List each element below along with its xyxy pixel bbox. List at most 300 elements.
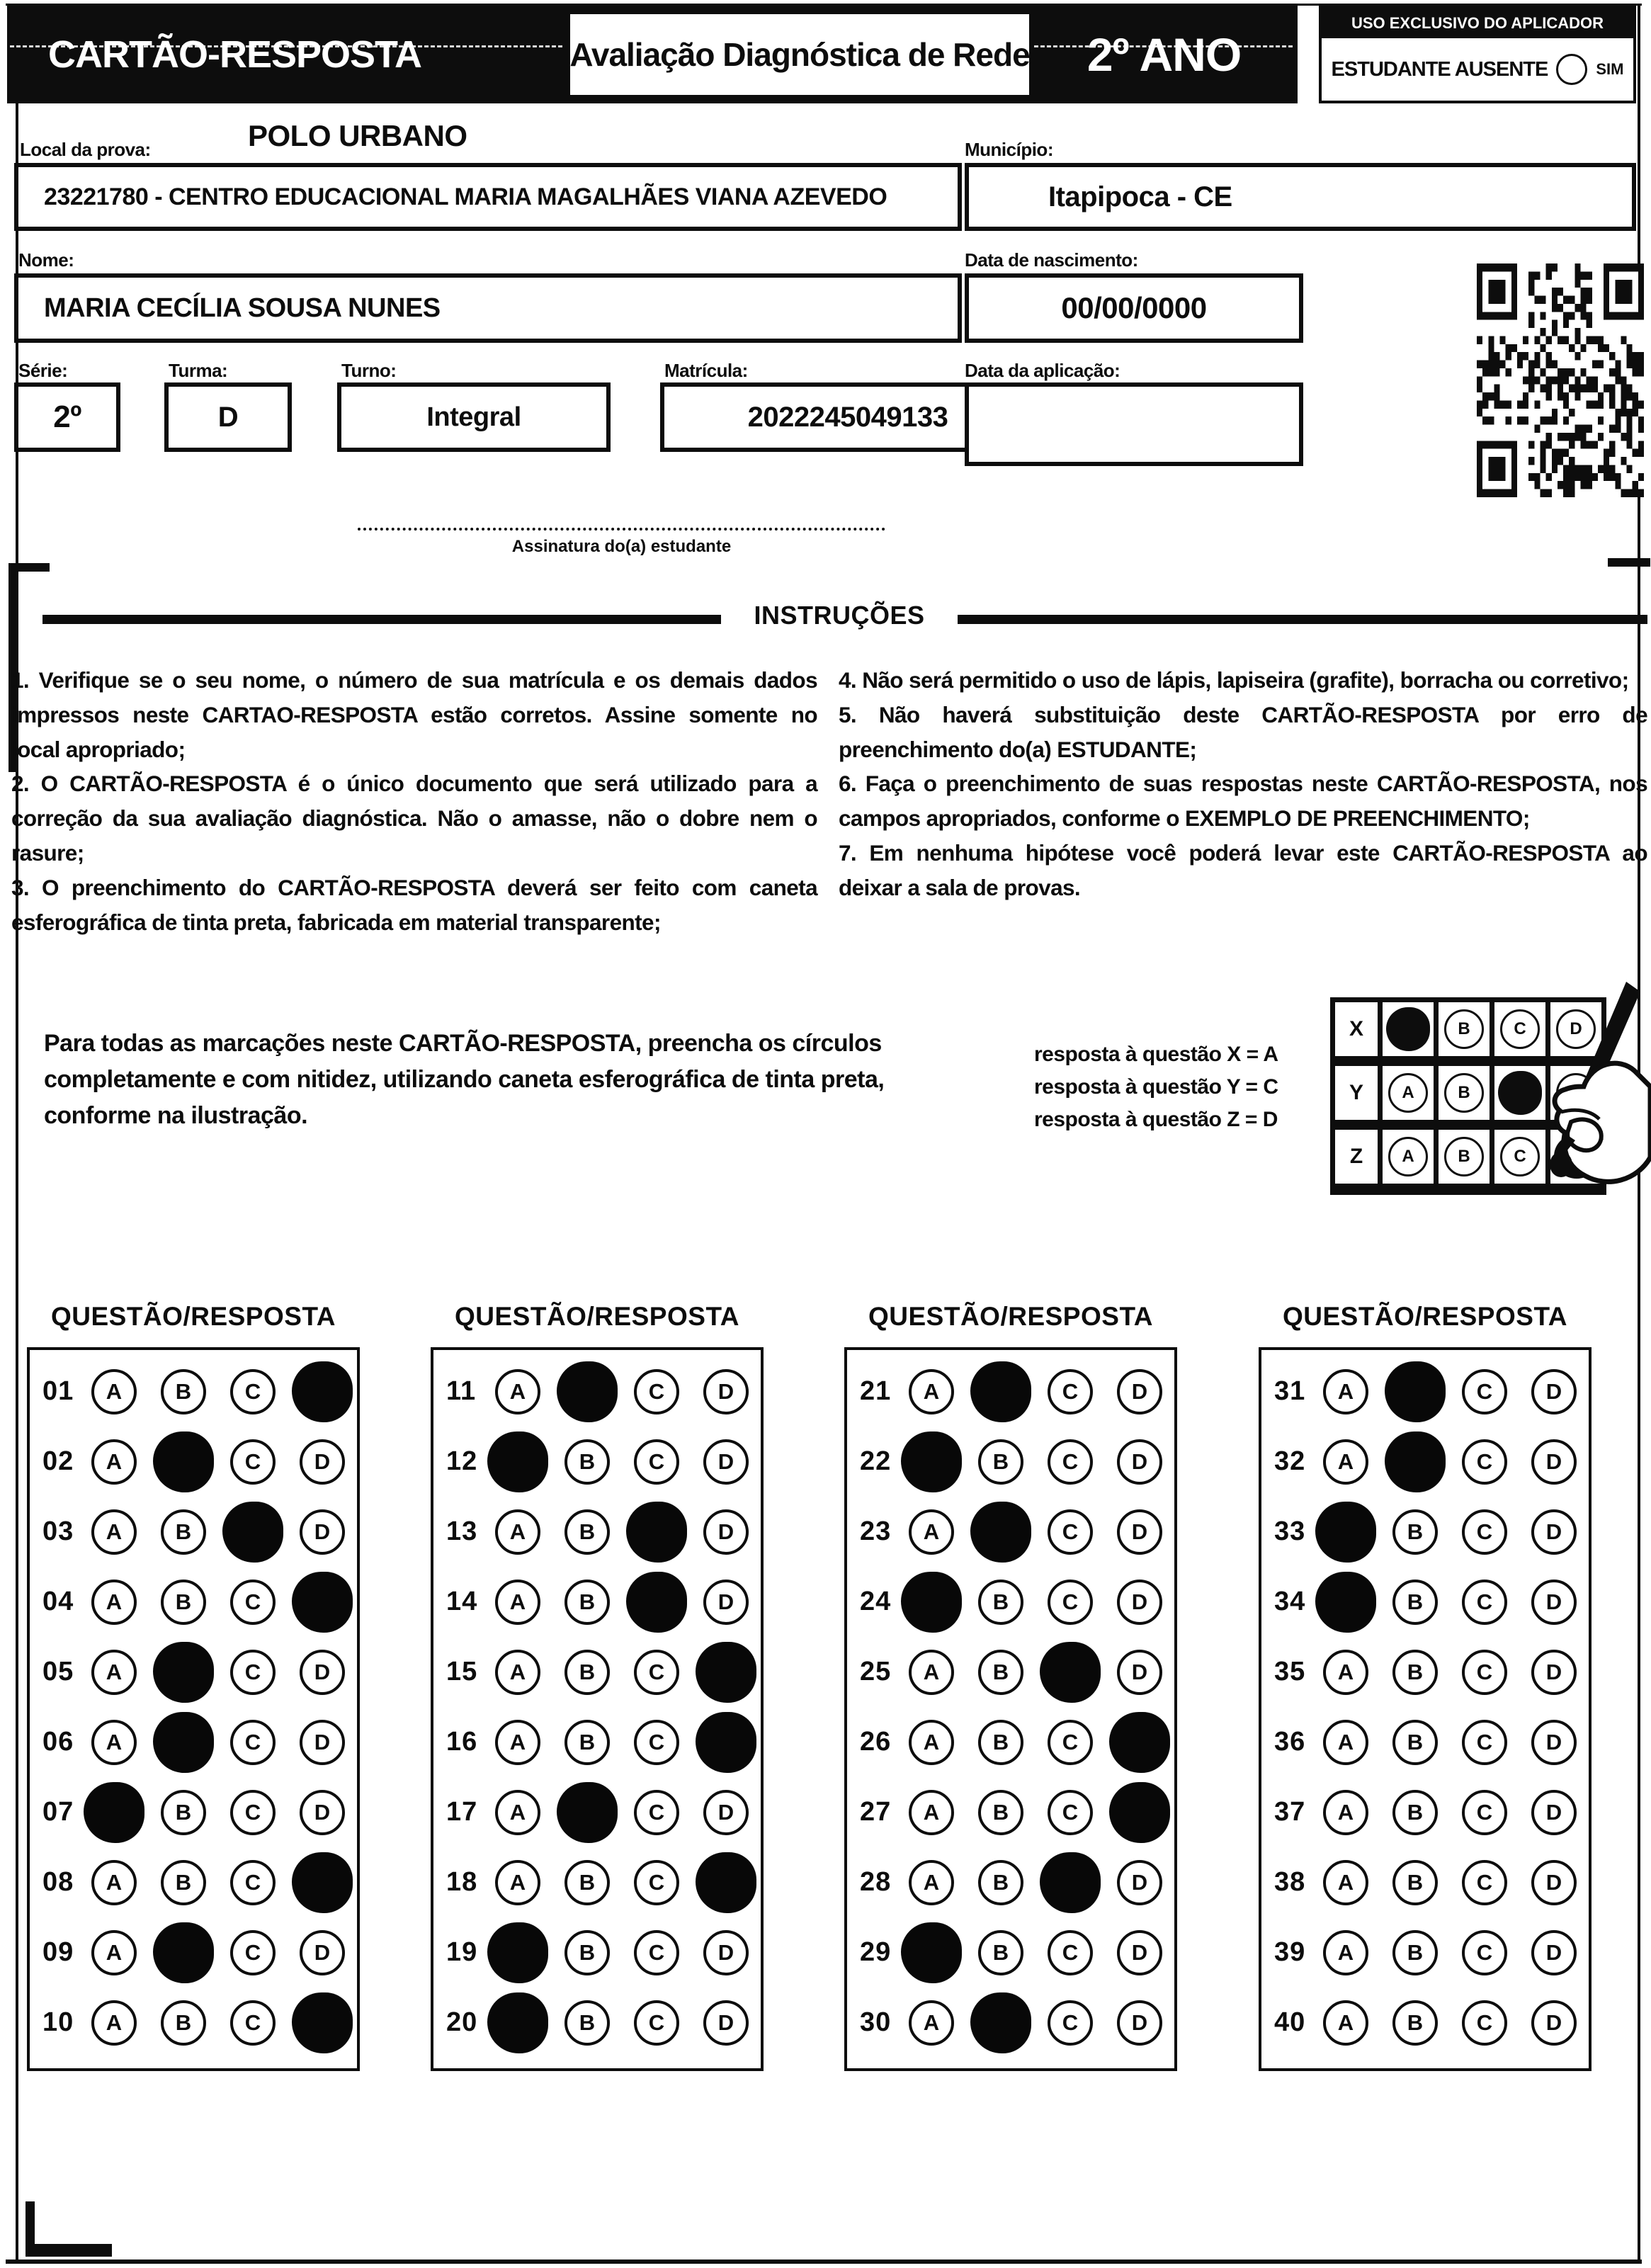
bubble-21-B-marked[interactable] bbox=[970, 1361, 1031, 1422]
question-number: 40 bbox=[1274, 2007, 1306, 2037]
bubble-27-B[interactable]: B bbox=[978, 1790, 1023, 1835]
bubble-11-C[interactable]: C bbox=[634, 1369, 679, 1414]
example-bubble-Y-A: A bbox=[1388, 1073, 1428, 1113]
question-row-26 bbox=[847, 1707, 1174, 1777]
bubble-11-D[interactable]: D bbox=[703, 1369, 749, 1414]
bubble-19-C[interactable]: C bbox=[634, 1930, 679, 1975]
fill-note: Para todas as marcações neste CARTÃO-RESPOSTA, preencha os círculos completamente e com nitidez, utilizando caneta esferográfica de tinta preta, conforme na ilustração. bbox=[44, 1030, 885, 1129]
bubble-09-B-marked[interactable] bbox=[153, 1922, 214, 1983]
bubble-23-D[interactable]: D bbox=[1117, 1509, 1162, 1555]
question-row-19 bbox=[433, 1917, 761, 1988]
bubble-15-D-marked[interactable] bbox=[696, 1642, 756, 1703]
example-bubble-Z-B: B bbox=[1444, 1137, 1484, 1176]
answer-panel-11-20 bbox=[431, 1347, 764, 2071]
bubble-33-B[interactable]: B bbox=[1392, 1509, 1438, 1555]
question-row-14 bbox=[433, 1567, 761, 1637]
question-number: 22 bbox=[860, 1446, 892, 1476]
question-number: 02 bbox=[42, 1446, 74, 1476]
bubble-18-D-marked[interactable] bbox=[696, 1852, 756, 1913]
instruction-item: 2. O CARTÃO-RESPOSTA é o único documento que será utilizado para a correção da sua avaliação diagnóstica. Não o amasse, não o dobre nem o rasure; bbox=[11, 771, 817, 866]
instructions-right-column bbox=[839, 663, 1647, 905]
panel-header: QUESTÃO/RESPOSTA bbox=[50, 1302, 336, 1331]
bubble-28-C-marked[interactable] bbox=[1040, 1852, 1101, 1913]
bubble-31-D[interactable]: D bbox=[1531, 1369, 1577, 1414]
bubble-03-D[interactable]: D bbox=[300, 1509, 345, 1555]
bubble-15-C[interactable]: C bbox=[634, 1650, 679, 1695]
bubble-28-B[interactable]: B bbox=[978, 1860, 1023, 1905]
question-number: 13 bbox=[446, 1516, 478, 1546]
serie-value: 2º bbox=[53, 399, 81, 434]
question-row-11 bbox=[433, 1356, 761, 1427]
question-number: 39 bbox=[1274, 1937, 1306, 1967]
registration-mark bbox=[25, 2244, 112, 2257]
bubble-08-D-marked[interactable] bbox=[292, 1852, 353, 1913]
question-row-05 bbox=[30, 1637, 357, 1707]
question-number: 29 bbox=[860, 1937, 892, 1967]
example-answer-key bbox=[1034, 1043, 1278, 1140]
bubble-17-A[interactable]: A bbox=[495, 1790, 540, 1835]
bubble-15-A[interactable]: A bbox=[495, 1650, 540, 1695]
bubble-29-A-marked[interactable] bbox=[901, 1922, 962, 1983]
bubble-26-C[interactable]: C bbox=[1048, 1720, 1093, 1765]
turma-field bbox=[164, 382, 292, 452]
grade-badge: 2º ANO bbox=[1087, 28, 1242, 81]
absent-sim-bubble[interactable] bbox=[1556, 54, 1587, 85]
instruction-item: 7. Em nenhuma hipótese você poderá levar este CARTÃO-RESPOSTA ao deixar a sala de provas. bbox=[839, 840, 1647, 900]
bubble-38-C[interactable]: C bbox=[1462, 1860, 1507, 1905]
bubble-38-A[interactable]: A bbox=[1323, 1860, 1368, 1905]
question-row-31 bbox=[1261, 1356, 1589, 1427]
bubble-08-A[interactable]: A bbox=[91, 1860, 137, 1905]
bubble-19-A-marked[interactable] bbox=[487, 1922, 548, 1983]
bubble-37-D[interactable]: D bbox=[1531, 1790, 1577, 1835]
bubble-26-B[interactable]: B bbox=[978, 1720, 1023, 1765]
bubble-12-A-marked[interactable] bbox=[487, 1431, 548, 1492]
question-number: 26 bbox=[860, 1727, 892, 1757]
question-number: 24 bbox=[860, 1587, 892, 1616]
bubble-17-B-marked[interactable] bbox=[557, 1782, 618, 1843]
bubble-16-C[interactable]: C bbox=[634, 1720, 679, 1765]
bubble-13-D[interactable]: D bbox=[703, 1509, 749, 1555]
question-number: 38 bbox=[1274, 1867, 1306, 1897]
matricula-label: Matrícula: bbox=[664, 360, 748, 381]
bubble-31-C[interactable]: C bbox=[1462, 1369, 1507, 1414]
signature-caption: Assinatura do(a) estudante bbox=[511, 537, 732, 556]
bubble-30-B-marked[interactable] bbox=[970, 1992, 1031, 2053]
bubble-38-D[interactable]: D bbox=[1531, 1860, 1577, 1905]
bubble-05-B-marked[interactable] bbox=[153, 1642, 214, 1703]
bubble-06-D[interactable]: D bbox=[300, 1720, 345, 1765]
absent-sim-label: SIM bbox=[1596, 60, 1624, 78]
bubble-34-D[interactable]: D bbox=[1531, 1580, 1577, 1625]
question-row-06 bbox=[30, 1707, 357, 1777]
bubble-39-A[interactable]: A bbox=[1323, 1930, 1368, 1975]
bubble-36-D[interactable]: D bbox=[1531, 1720, 1577, 1765]
bubble-20-A-marked[interactable] bbox=[487, 1992, 548, 2053]
example-bubble-X-C: C bbox=[1500, 1009, 1540, 1049]
question-number: 09 bbox=[42, 1937, 74, 1967]
bubble-17-D[interactable]: D bbox=[703, 1790, 749, 1835]
question-row-08 bbox=[30, 1847, 357, 1917]
bubble-33-A-marked[interactable] bbox=[1315, 1502, 1376, 1563]
bubble-17-C[interactable]: C bbox=[634, 1790, 679, 1835]
bubble-01-B[interactable]: B bbox=[161, 1369, 206, 1414]
bubble-03-A[interactable]: A bbox=[91, 1509, 137, 1555]
thumb-shape bbox=[1567, 1119, 1601, 1150]
question-row-29 bbox=[847, 1917, 1174, 1988]
municipio-value: Itapipoca - CE bbox=[1048, 181, 1232, 212]
bubble-29-D[interactable]: D bbox=[1117, 1930, 1162, 1975]
question-number: 35 bbox=[1274, 1657, 1306, 1686]
question-number: 31 bbox=[1274, 1376, 1306, 1406]
nome-value: MARIA CECÍLIA SOUSA NUNES bbox=[44, 293, 441, 323]
bubble-36-A[interactable]: A bbox=[1323, 1720, 1368, 1765]
aplicacao-label: Data da aplicação: bbox=[965, 360, 1120, 381]
bubble-19-D[interactable]: D bbox=[703, 1930, 749, 1975]
bubble-12-B[interactable]: B bbox=[564, 1439, 610, 1485]
question-number: 33 bbox=[1274, 1516, 1306, 1546]
question-number: 32 bbox=[1274, 1446, 1306, 1476]
bubble-32-B-marked[interactable] bbox=[1385, 1431, 1446, 1492]
bubble-09-A[interactable]: A bbox=[91, 1930, 137, 1975]
question-number: 18 bbox=[446, 1867, 478, 1897]
bubble-04-A[interactable]: A bbox=[91, 1580, 137, 1625]
example-bubble-X-A-marked bbox=[1386, 1007, 1430, 1051]
panel-header: QUESTÃO/RESPOSTA bbox=[868, 1302, 1154, 1331]
bubble-10-A[interactable]: A bbox=[91, 2000, 137, 2046]
bubble-32-A[interactable]: A bbox=[1323, 1439, 1368, 1485]
question-number: 37 bbox=[1274, 1797, 1306, 1827]
bubble-01-D-marked[interactable] bbox=[292, 1361, 353, 1422]
question-row-21 bbox=[847, 1356, 1174, 1427]
bubble-39-D[interactable]: D bbox=[1531, 1930, 1577, 1975]
bubble-02-C[interactable]: C bbox=[230, 1439, 276, 1485]
bubble-05-A[interactable]: A bbox=[91, 1650, 137, 1695]
bubble-37-B[interactable]: B bbox=[1392, 1790, 1438, 1835]
signature-line[interactable] bbox=[358, 528, 885, 531]
bubble-40-D[interactable]: D bbox=[1531, 2000, 1577, 2046]
bubble-35-A[interactable]: A bbox=[1323, 1650, 1368, 1695]
bubble-15-B[interactable]: B bbox=[564, 1650, 610, 1695]
bubble-33-C[interactable]: C bbox=[1462, 1509, 1507, 1555]
bubble-02-D[interactable]: D bbox=[300, 1439, 345, 1485]
bubble-29-B[interactable]: B bbox=[978, 1930, 1023, 1975]
bubble-07-C[interactable]: C bbox=[230, 1790, 276, 1835]
nascimento-field bbox=[965, 273, 1303, 343]
bubble-25-D[interactable]: D bbox=[1117, 1650, 1162, 1695]
question-row-20 bbox=[433, 1988, 761, 2058]
bubble-26-A[interactable]: A bbox=[909, 1720, 954, 1765]
bubble-03-C-marked[interactable] bbox=[222, 1502, 283, 1563]
bubble-14-C-marked[interactable] bbox=[626, 1572, 687, 1633]
bubble-24-A-marked[interactable] bbox=[901, 1572, 962, 1633]
question-number: 10 bbox=[42, 2007, 74, 2037]
bubble-26-D-marked[interactable] bbox=[1109, 1712, 1170, 1773]
header-subtitle-box bbox=[570, 14, 1029, 95]
bubble-28-A[interactable]: A bbox=[909, 1860, 954, 1905]
question-number: 17 bbox=[446, 1797, 478, 1827]
instructions-rule-right bbox=[958, 615, 1647, 624]
bubble-06-C[interactable]: C bbox=[230, 1720, 276, 1765]
bubble-05-D[interactable]: D bbox=[300, 1650, 345, 1695]
turma-value: D bbox=[217, 401, 239, 433]
question-number: 03 bbox=[42, 1516, 74, 1546]
question-row-13 bbox=[433, 1497, 761, 1567]
bubble-10-D-marked[interactable] bbox=[292, 1992, 353, 2053]
instruction-item: 4. Não será permitido o uso de lápis, lapiseira (grafite), borracha ou corretivo; bbox=[839, 667, 1629, 693]
answer-panel-21-30 bbox=[844, 1347, 1177, 2071]
nascimento-label: Data de nascimento: bbox=[965, 249, 1138, 271]
bubble-31-B-marked[interactable] bbox=[1385, 1361, 1446, 1422]
question-number: 20 bbox=[446, 2007, 478, 2037]
page-border-left bbox=[16, 6, 18, 2262]
bubble-04-C[interactable]: C bbox=[230, 1580, 276, 1625]
page-border-bottom bbox=[6, 2260, 1642, 2264]
bubble-20-C[interactable]: C bbox=[634, 2000, 679, 2046]
bubble-01-C[interactable]: C bbox=[230, 1369, 276, 1414]
bubble-22-B[interactable]: B bbox=[978, 1439, 1023, 1485]
bubble-40-B[interactable]: B bbox=[1392, 2000, 1438, 2046]
question-number: 34 bbox=[1274, 1587, 1306, 1616]
example-bubble-Z-A: A bbox=[1388, 1137, 1428, 1176]
bubble-02-B-marked[interactable] bbox=[153, 1431, 214, 1492]
question-row-17 bbox=[433, 1777, 761, 1847]
question-row-02 bbox=[30, 1427, 357, 1497]
bubble-39-C[interactable]: C bbox=[1462, 1930, 1507, 1975]
bubble-18-C[interactable]: C bbox=[634, 1860, 679, 1905]
question-row-16 bbox=[433, 1707, 761, 1777]
question-number: 21 bbox=[860, 1376, 892, 1406]
fold-line bbox=[10, 45, 562, 47]
question-row-24 bbox=[847, 1567, 1174, 1637]
bubble-05-C[interactable]: C bbox=[230, 1650, 276, 1695]
bubble-24-C[interactable]: C bbox=[1048, 1580, 1093, 1625]
answer-panel-31-40 bbox=[1259, 1347, 1592, 2071]
bubble-39-B[interactable]: B bbox=[1392, 1930, 1438, 1975]
bubble-30-A[interactable]: A bbox=[909, 2000, 954, 2046]
question-row-04 bbox=[30, 1567, 357, 1637]
bubble-16-B[interactable]: B bbox=[564, 1720, 610, 1765]
municipio-label: Município: bbox=[965, 139, 1053, 160]
instruction-item: 6. Faça o preenchimento de suas respostas neste CARTÃO-RESPOSTA, nos campos apropriados, conforme o EXEMPLO DE PREENCHIMENTO; bbox=[839, 771, 1647, 832]
bubble-07-B[interactable]: B bbox=[161, 1790, 206, 1835]
bubble-25-A[interactable]: A bbox=[909, 1650, 954, 1695]
example-line: resposta à questão Z = D bbox=[1034, 1108, 1278, 1131]
bubble-02-A[interactable]: A bbox=[91, 1439, 137, 1485]
bubble-23-B-marked[interactable] bbox=[970, 1502, 1031, 1563]
question-row-28 bbox=[847, 1847, 1174, 1917]
bubble-03-B[interactable]: B bbox=[161, 1509, 206, 1555]
instruction-item: 1. Verifique se o seu nome, o número de sua matrícula e os demais dados impressos neste CARTAO-RESPOSTA estão corretos. Assine somente no local apropriado; bbox=[11, 667, 817, 762]
bubble-28-D[interactable]: D bbox=[1117, 1860, 1162, 1905]
bubble-27-A[interactable]: A bbox=[909, 1790, 954, 1835]
example-line: resposta à questão Y = C bbox=[1034, 1075, 1278, 1099]
matricula-value: 2022245049133 bbox=[747, 401, 948, 433]
bubble-08-B[interactable]: B bbox=[161, 1860, 206, 1905]
bubble-36-C[interactable]: C bbox=[1462, 1720, 1507, 1765]
question-number: 04 bbox=[42, 1587, 74, 1616]
school-value: 23221780 - CENTRO EDUCACIONAL MARIA MAGALHÃES VIANA AZEVEDO bbox=[44, 183, 887, 210]
question-row-38 bbox=[1261, 1847, 1589, 1917]
bubble-23-A[interactable]: A bbox=[909, 1509, 954, 1555]
question-number: 16 bbox=[446, 1727, 478, 1757]
bubble-21-A[interactable]: A bbox=[909, 1369, 954, 1414]
bubble-12-D[interactable]: D bbox=[703, 1439, 749, 1485]
bubble-40-C[interactable]: C bbox=[1462, 2000, 1507, 2046]
bubble-04-B[interactable]: B bbox=[161, 1580, 206, 1625]
instruction-item: 3. O preenchimento do CARTÃO-RESPOSTA deverá ser feito com caneta esferográfica de tinta preta, fabricada em material transparente; bbox=[11, 874, 817, 935]
bubble-22-A-marked[interactable] bbox=[901, 1431, 962, 1492]
question-row-34 bbox=[1261, 1567, 1589, 1637]
question-row-12 bbox=[433, 1427, 761, 1497]
bubble-07-A-marked[interactable] bbox=[84, 1782, 144, 1843]
example-bubble-X-D: D bbox=[1556, 1009, 1596, 1049]
question-number: 30 bbox=[860, 2007, 892, 2037]
bubble-09-C[interactable]: C bbox=[230, 1930, 276, 1975]
bubble-20-B[interactable]: B bbox=[564, 2000, 610, 2046]
bubble-11-A[interactable]: A bbox=[495, 1369, 540, 1414]
question-number: 12 bbox=[446, 1446, 478, 1476]
example-bubble-X-B: B bbox=[1444, 1009, 1484, 1049]
bubble-04-D-marked[interactable] bbox=[292, 1572, 353, 1633]
bubble-36-B[interactable]: B bbox=[1392, 1720, 1438, 1765]
question-row-09 bbox=[30, 1917, 357, 1988]
instructions-heading: INSTRUÇÕES bbox=[754, 601, 925, 630]
serie-field bbox=[14, 382, 120, 452]
answer-panel-01-10 bbox=[27, 1347, 360, 2071]
bubble-01-A[interactable]: A bbox=[91, 1369, 137, 1414]
bubble-10-C[interactable]: C bbox=[230, 2000, 276, 2046]
bubble-14-D[interactable]: D bbox=[703, 1580, 749, 1625]
question-number: 07 bbox=[42, 1797, 74, 1827]
bubble-31-A[interactable]: A bbox=[1323, 1369, 1368, 1414]
question-row-27 bbox=[847, 1777, 1174, 1847]
example-row-label-Y: Y bbox=[1335, 1066, 1378, 1120]
bubble-38-B[interactable]: B bbox=[1392, 1860, 1438, 1905]
bubble-13-B[interactable]: B bbox=[564, 1509, 610, 1555]
question-row-25 bbox=[847, 1637, 1174, 1707]
instruction-item: 5. Não haverá substituição deste CARTÃO-RESPOSTA por erro de preenchimento do(a) ESTUDANTE; bbox=[839, 701, 1647, 762]
bubble-32-D[interactable]: D bbox=[1531, 1439, 1577, 1485]
bubble-40-A[interactable]: A bbox=[1323, 2000, 1368, 2046]
bubble-09-D[interactable]: D bbox=[300, 1930, 345, 1975]
bubble-14-A[interactable]: A bbox=[495, 1580, 540, 1625]
applicator-box bbox=[1319, 6, 1636, 103]
bubble-27-D-marked[interactable] bbox=[1109, 1782, 1170, 1843]
example-row-label-Z: Z bbox=[1335, 1130, 1378, 1184]
bubble-23-C[interactable]: C bbox=[1048, 1509, 1093, 1555]
question-number: 23 bbox=[860, 1516, 892, 1546]
bubble-08-C[interactable]: C bbox=[230, 1860, 276, 1905]
bubble-33-D[interactable]: D bbox=[1531, 1509, 1577, 1555]
nome-label: Nome: bbox=[18, 249, 74, 271]
instructions-rule-left bbox=[42, 615, 721, 624]
bubble-14-B[interactable]: B bbox=[564, 1580, 610, 1625]
bubble-12-C[interactable]: C bbox=[634, 1439, 679, 1485]
question-number: 25 bbox=[860, 1657, 892, 1686]
bubble-35-D[interactable]: D bbox=[1531, 1650, 1577, 1695]
bubble-22-D[interactable]: D bbox=[1117, 1439, 1162, 1485]
bubble-24-D[interactable]: D bbox=[1117, 1580, 1162, 1625]
bubble-27-C[interactable]: C bbox=[1048, 1790, 1093, 1835]
local-da-prova-value: POLO URBANO bbox=[248, 119, 467, 152]
bubble-21-D[interactable]: D bbox=[1117, 1369, 1162, 1414]
bubble-34-C[interactable]: C bbox=[1462, 1580, 1507, 1625]
municipio-field bbox=[965, 163, 1636, 231]
bubble-35-C[interactable]: C bbox=[1462, 1650, 1507, 1695]
panel-header: QUESTÃO/RESPOSTA bbox=[1282, 1302, 1568, 1331]
question-number: 14 bbox=[446, 1587, 478, 1616]
question-row-30 bbox=[847, 1988, 1174, 2058]
bubble-10-B[interactable]: B bbox=[161, 2000, 206, 2046]
bubble-06-B-marked[interactable] bbox=[153, 1712, 214, 1773]
nome-field bbox=[14, 273, 962, 343]
question-number: 19 bbox=[446, 1937, 478, 1967]
question-number: 08 bbox=[42, 1867, 74, 1897]
school-field bbox=[14, 163, 962, 231]
bubble-20-D[interactable]: D bbox=[703, 2000, 749, 2046]
bubble-35-B[interactable]: B bbox=[1392, 1650, 1438, 1695]
nascimento-value: 00/00/0000 bbox=[1061, 291, 1207, 324]
page-title: CARTÃO-RESPOSTA bbox=[48, 33, 422, 76]
bubble-25-B[interactable]: B bbox=[978, 1650, 1023, 1695]
bubble-30-D[interactable]: D bbox=[1117, 2000, 1162, 2046]
question-number: 36 bbox=[1274, 1727, 1306, 1757]
question-row-23 bbox=[847, 1497, 1174, 1567]
question-number: 28 bbox=[860, 1867, 892, 1897]
bubble-24-B[interactable]: B bbox=[978, 1580, 1023, 1625]
bubble-37-A[interactable]: A bbox=[1323, 1790, 1368, 1835]
bubble-16-D-marked[interactable] bbox=[696, 1712, 756, 1773]
question-number: 27 bbox=[860, 1797, 892, 1827]
bubble-22-C[interactable]: C bbox=[1048, 1439, 1093, 1485]
bubble-30-C[interactable]: C bbox=[1048, 2000, 1093, 2046]
question-row-18 bbox=[433, 1847, 761, 1917]
example-bubble-Z-C: C bbox=[1500, 1137, 1540, 1176]
bubble-29-C[interactable]: C bbox=[1048, 1930, 1093, 1975]
bubble-19-B[interactable]: B bbox=[564, 1930, 610, 1975]
question-row-22 bbox=[847, 1427, 1174, 1497]
bubble-37-C[interactable]: C bbox=[1462, 1790, 1507, 1835]
example-bubble-Y-B: B bbox=[1444, 1073, 1484, 1113]
question-row-07 bbox=[30, 1777, 357, 1847]
bubble-13-C-marked[interactable] bbox=[626, 1502, 687, 1563]
question-row-39 bbox=[1261, 1917, 1589, 1988]
instructions-left-column bbox=[11, 663, 817, 940]
bubble-18-B[interactable]: B bbox=[564, 1860, 610, 1905]
bubble-25-C-marked[interactable] bbox=[1040, 1642, 1101, 1703]
bubble-13-A[interactable]: A bbox=[495, 1509, 540, 1555]
bubble-32-C[interactable]: C bbox=[1462, 1439, 1507, 1485]
bubble-16-A[interactable]: A bbox=[495, 1720, 540, 1765]
turno-field bbox=[337, 382, 611, 452]
bubble-07-D[interactable]: D bbox=[300, 1790, 345, 1835]
bubble-18-A[interactable]: A bbox=[495, 1860, 540, 1905]
absent-label: ESTUDANTE AUSENTE bbox=[1331, 57, 1548, 81]
serie-label: Série: bbox=[18, 360, 68, 381]
question-row-36 bbox=[1261, 1707, 1589, 1777]
bubble-21-C[interactable]: C bbox=[1048, 1369, 1093, 1414]
panel-header: QUESTÃO/RESPOSTA bbox=[454, 1302, 740, 1331]
bubble-34-A-marked[interactable] bbox=[1315, 1572, 1376, 1633]
question-row-01 bbox=[30, 1356, 357, 1427]
bubble-34-B[interactable]: B bbox=[1392, 1580, 1438, 1625]
question-row-15 bbox=[433, 1637, 761, 1707]
bubble-11-B-marked[interactable] bbox=[557, 1361, 618, 1422]
question-row-40 bbox=[1261, 1988, 1589, 2058]
bubble-06-A[interactable]: A bbox=[91, 1720, 137, 1765]
example-row-label-X: X bbox=[1335, 1002, 1378, 1056]
